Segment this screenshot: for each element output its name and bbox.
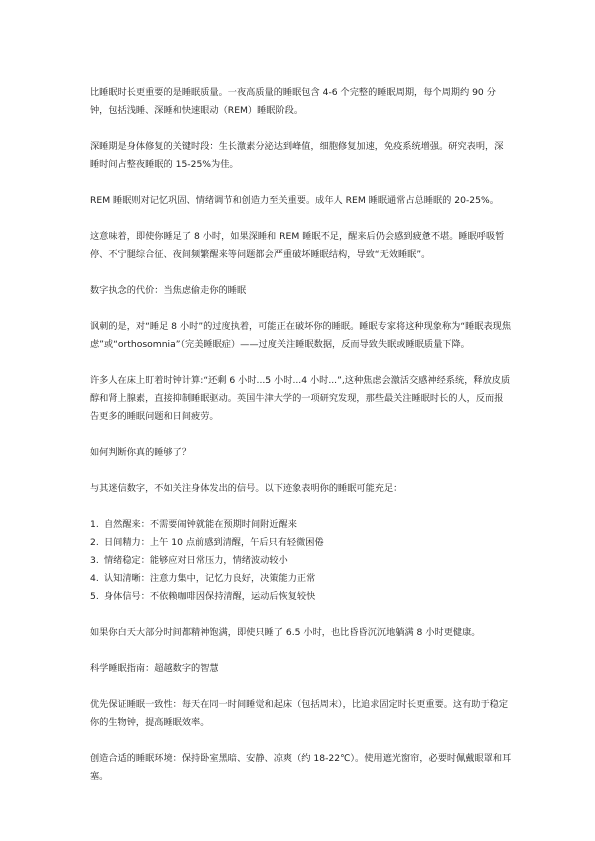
paragraph-consistency: 优先保证睡眠一致性：每天在同一时间睡觉和起床（包括周末），比追求固定时长更重要。这有助于稳定你的生物钟，提高睡眠效率。 [90, 699, 509, 728]
list-item [90, 534, 512, 552]
list-item-number: 4. [90, 573, 99, 584]
paragraph-sleep-structure: 这意味着，即使你睡足了 8 小时，如果深睡和 REM 睡眠不足，醒来后仍会感到疲惫不堪。睡眠呼吸暂停、不宁腿综合征、夜间频繁醒来等问题都会严重破坏睡眠结构，导致“无效睡眠”。 [90, 231, 505, 260]
paragraph-environment: 创造合适的睡眠环境：保持卧室黑暗、安静、凉爽（约 18-22℃）。使用遮光窗帘，必要时佩戴眼罩和耳塞。 [90, 753, 512, 782]
paragraph-orthosomnia: 讽刺的是，对“睡足 8 小时”的过度执着，可能正在破坏你的睡眠。睡眠专家将这种现象称为“睡眠表现焦虑”或“orthosomnia”（完美睡眠症）——过度关注睡眠数据，反而导致失眠或睡眠质量下降。 [90, 321, 512, 350]
section-heading-enough-sleep: 如何判断你真的睡够了？ [90, 447, 192, 458]
list-item-number: 5. [90, 591, 99, 602]
paragraph-sleep-quality: 比睡眠时长更重要的是睡眠质量。一夜高质量的睡眠包含 4-6 个完整的睡眠周期，每个周期约 90 分钟，包括浅睡、深睡和快速眼动（REM）睡眠阶段。 [90, 87, 496, 116]
list-item-number: 2. [90, 537, 99, 548]
section-heading-anxiety: 数字执念的代价：当焦虑偷走你的睡眠 [90, 285, 247, 296]
paragraph-daytime-energy: 如果你白天大部分时间都精神饱满，即使只睡了 6.5 小时，也比昏昏沉沉地躺满 8 小时更健康。 [90, 627, 481, 638]
paragraph-clock-watching: 许多人在床上盯着时钟计算:“还剩 6 小时...5 小时...4 小时...”,这种焦虑会激活交感神经系统，释放皮质醇和肾上腺素，直接抑制睡眠驱动。英国牛津大学的一项研究发现，那些最关注睡眠时长的人，反而报告更多的睡眠问题和日间疲劳。 [90, 375, 511, 422]
paragraph-deep-sleep: 深睡期是身体修复的关键时段：生长激素分泌达到峰值，细胞修复加速，免疫系统增强。研究表明，深睡时间占整夜睡眠的 15-25%为佳。 [90, 141, 504, 170]
list-item-text: 情绪稳定：能够应对日常压力，情绪波动较小 [104, 555, 288, 566]
section-heading-guide: 科学睡眠指南：超越数字的智慧 [90, 663, 219, 674]
list-item-text: 身体信号：不依赖咖啡因保持清醒，运动后恢复较快 [104, 591, 316, 602]
list-item-text: 日间精力：上午 10 点前感到清醒，午后只有轻微困倦 [104, 537, 324, 548]
paragraph-rem-sleep: REM 睡眠则对记忆巩固、情绪调节和创造力至关重要。成年人 REM 睡眠通常占总睡眠的 20-25%。 [90, 195, 499, 206]
list-item-number: 1. [90, 519, 99, 530]
list-item-text: 自然醒来：不需要闹钟就能在预期时间附近醒来 [104, 519, 297, 530]
list-item [90, 516, 512, 534]
list-item-text: 认知清晰：注意力集中，记忆力良好，决策能力正常 [104, 573, 316, 584]
signs-list [90, 516, 512, 606]
list-item [90, 588, 512, 606]
paragraph-body-signals: 与其迷信数字，不如关注身体发出的信号。以下迹象表明你的睡眠可能充足： [90, 483, 403, 494]
list-item [90, 570, 512, 588]
article-body [90, 84, 512, 804]
list-item-number: 3. [90, 555, 99, 566]
list-item [90, 552, 512, 570]
